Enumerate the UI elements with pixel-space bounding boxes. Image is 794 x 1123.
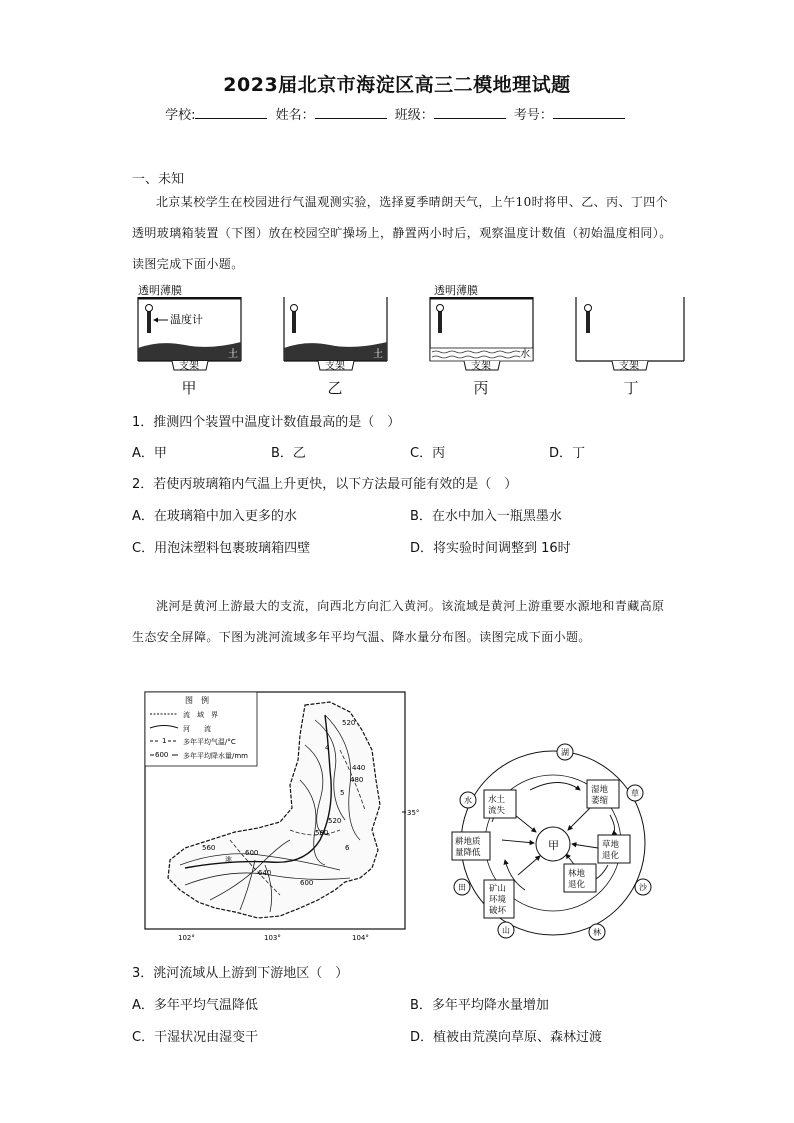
cycle-inner-5a: 矿山 (489, 884, 507, 894)
q1-option-c[interactable]: C．丙 (410, 446, 446, 461)
q2-option-b[interactable]: B．在水中加入一瓶黑墨水 (410, 509, 562, 524)
q2-option-d[interactable]: D．将实验时间调整到 16时 (410, 541, 571, 556)
contour-label-8: 560 (315, 829, 329, 837)
contour-label-7: 640 (258, 869, 272, 877)
q1-option-d[interactable]: D．丁 (549, 446, 586, 461)
q1-option-b[interactable]: B．乙 (271, 446, 306, 461)
lon-label-1: 102° (178, 934, 195, 942)
legend-boundary: 流 域 界 (183, 711, 218, 719)
box-label-jia: 甲 (181, 379, 197, 397)
cycle-inner-3a: 草地 (602, 840, 620, 850)
contour-label-6: 520 (328, 817, 342, 825)
box-label-ding: 丁 (623, 379, 639, 397)
legend-title: 图 例 (185, 696, 209, 705)
legend-precip-sym: 600 (155, 751, 169, 759)
outer-lake: 湖 (561, 748, 569, 757)
water-label: 水 (520, 349, 530, 360)
q2-option-c[interactable]: C．用泡沫塑料包裹玻璃箱四壁 (132, 541, 311, 556)
temp-label-1: 6 (345, 844, 350, 852)
intro-paragraph-2: 洮河是黄河上游最大的支流，向西北方向汇入黄河。该流域是黄河上游重要水源地和青藏高原生态安全屏障。下图为洮河流域多年平均气温、降水量分布图。读图完成下面小题。 (132, 599, 665, 644)
box-yi (284, 297, 387, 372)
taohe-basin-map (140, 690, 430, 945)
film-label-2: 透明薄膜 (434, 284, 478, 297)
q1-option-a[interactable]: A．甲 (132, 446, 167, 461)
ecology-cycle-diagram (440, 740, 665, 945)
contour-label-2: 440 (352, 764, 366, 772)
question-1: 1．推测四个装置中温度计数值最高的是（ ） (132, 415, 401, 430)
cycle-inner-4b: 退化 (568, 880, 586, 890)
number-blank[interactable] (553, 106, 625, 119)
question-2: 2．若使丙玻璃箱内气温上升更快，以下方法最可能有效的是（ ） (132, 477, 518, 492)
stand-label-2: 支架 (325, 361, 345, 372)
field-number: 考号： (513, 108, 553, 123)
contour-label-5: 600 (245, 849, 259, 857)
cycle-inner-1b: 流失 (488, 806, 506, 816)
intro-paragraph-1: 北京某校学生在校园进行气温观测实验，选择夏季晴朗天气，上午10时将甲、乙、丙、丁四个透明玻璃箱装置（下图）放在校园空旷操场上，静置两小时后，观察温度计数值（初始温度相同）。读图完成下面小题。 (132, 195, 672, 271)
soil-label-1: 土 (228, 349, 238, 360)
page-title: 2023届北京市海淀区高三二模地理试题 (223, 74, 571, 96)
name-blank[interactable] (315, 106, 387, 119)
soil-label-2: 土 (373, 349, 383, 360)
box-ding (576, 297, 684, 372)
class-blank[interactable] (434, 106, 506, 119)
temp-label-2: 5 (340, 789, 345, 797)
legend-temp-sym: 1 (162, 737, 167, 745)
cycle-inner-6b: 量降低 (455, 848, 481, 858)
box-label-bing: 丙 (473, 379, 489, 397)
cycle-inner-6a: 耕地质 (455, 837, 481, 847)
contour-label-9: 600 (300, 879, 314, 887)
stand-label-3: 支架 (471, 361, 491, 372)
q2-option-a[interactable]: A．在玻璃箱中加入更多的水 (132, 509, 297, 524)
outer-water: 水 (464, 796, 472, 805)
outer-forest: 林 (593, 928, 601, 937)
legend-river: 河 流 (183, 725, 211, 733)
stand-label-1: 支架 (179, 361, 199, 372)
outer-grass: 草 (631, 789, 639, 798)
cycle-inner-2b: 萎缩 (591, 796, 609, 806)
outer-mountain: 山 (502, 926, 510, 935)
contour-label-4: 560 (202, 844, 216, 852)
school-blank[interactable] (195, 106, 267, 119)
cycle-center-label: 甲 (548, 839, 559, 852)
q3-option-b[interactable]: B．多年平均降水量增加 (410, 998, 549, 1013)
field-class: 班级： (394, 108, 434, 123)
contour-label-1: 520 (342, 719, 356, 727)
legend-precip: 多年平均降水量/mm (183, 752, 248, 760)
q3-option-a[interactable]: A．多年平均气温降低 (132, 998, 258, 1013)
river-label: 洮 (225, 856, 232, 864)
temp-label-3: 4 (325, 744, 330, 752)
box-jia (138, 283, 241, 372)
cycle-inner-5b: 环境 (489, 895, 507, 905)
field-school: 学校: (165, 108, 196, 123)
outer-field: 田 (458, 883, 466, 892)
cycle-inner-1a: 水土 (488, 795, 506, 805)
box-bing (430, 283, 533, 372)
q3-option-d[interactable]: D．植被由荒漠向草原、森林过渡 (410, 1030, 603, 1045)
legend-temp: 多年平均气温/°C (183, 738, 236, 746)
student-info-line (0, 104, 794, 123)
box-label-yi: 乙 (327, 379, 343, 397)
film-label-1: 透明薄膜 (138, 284, 182, 297)
cycle-inner-2a: 湿地 (591, 785, 609, 795)
cycle-inner-4a: 林地 (568, 869, 586, 879)
q3-option-c[interactable]: C．干湿状况由湿变干 (132, 1030, 259, 1045)
outer-sand: 沙 (639, 883, 647, 892)
lon-label-2: 103° (264, 934, 281, 942)
lon-label-3: 104° (352, 934, 369, 942)
cycle-inner-3b: 退化 (602, 851, 620, 861)
latitude-label: 35° (407, 809, 420, 817)
question-3: 3．洮河流域从上游到下游地区（ ） (132, 966, 349, 981)
contour-label-3: 480 (350, 776, 364, 784)
thermometer-label: 温度计 (170, 313, 203, 326)
field-name: 姓名： (275, 108, 315, 123)
stand-label-4: 支架 (619, 361, 639, 372)
section-heading: 一、未知 (132, 172, 185, 187)
cycle-inner-5c: 破坏 (489, 906, 507, 916)
glass-box-figure (130, 282, 700, 374)
